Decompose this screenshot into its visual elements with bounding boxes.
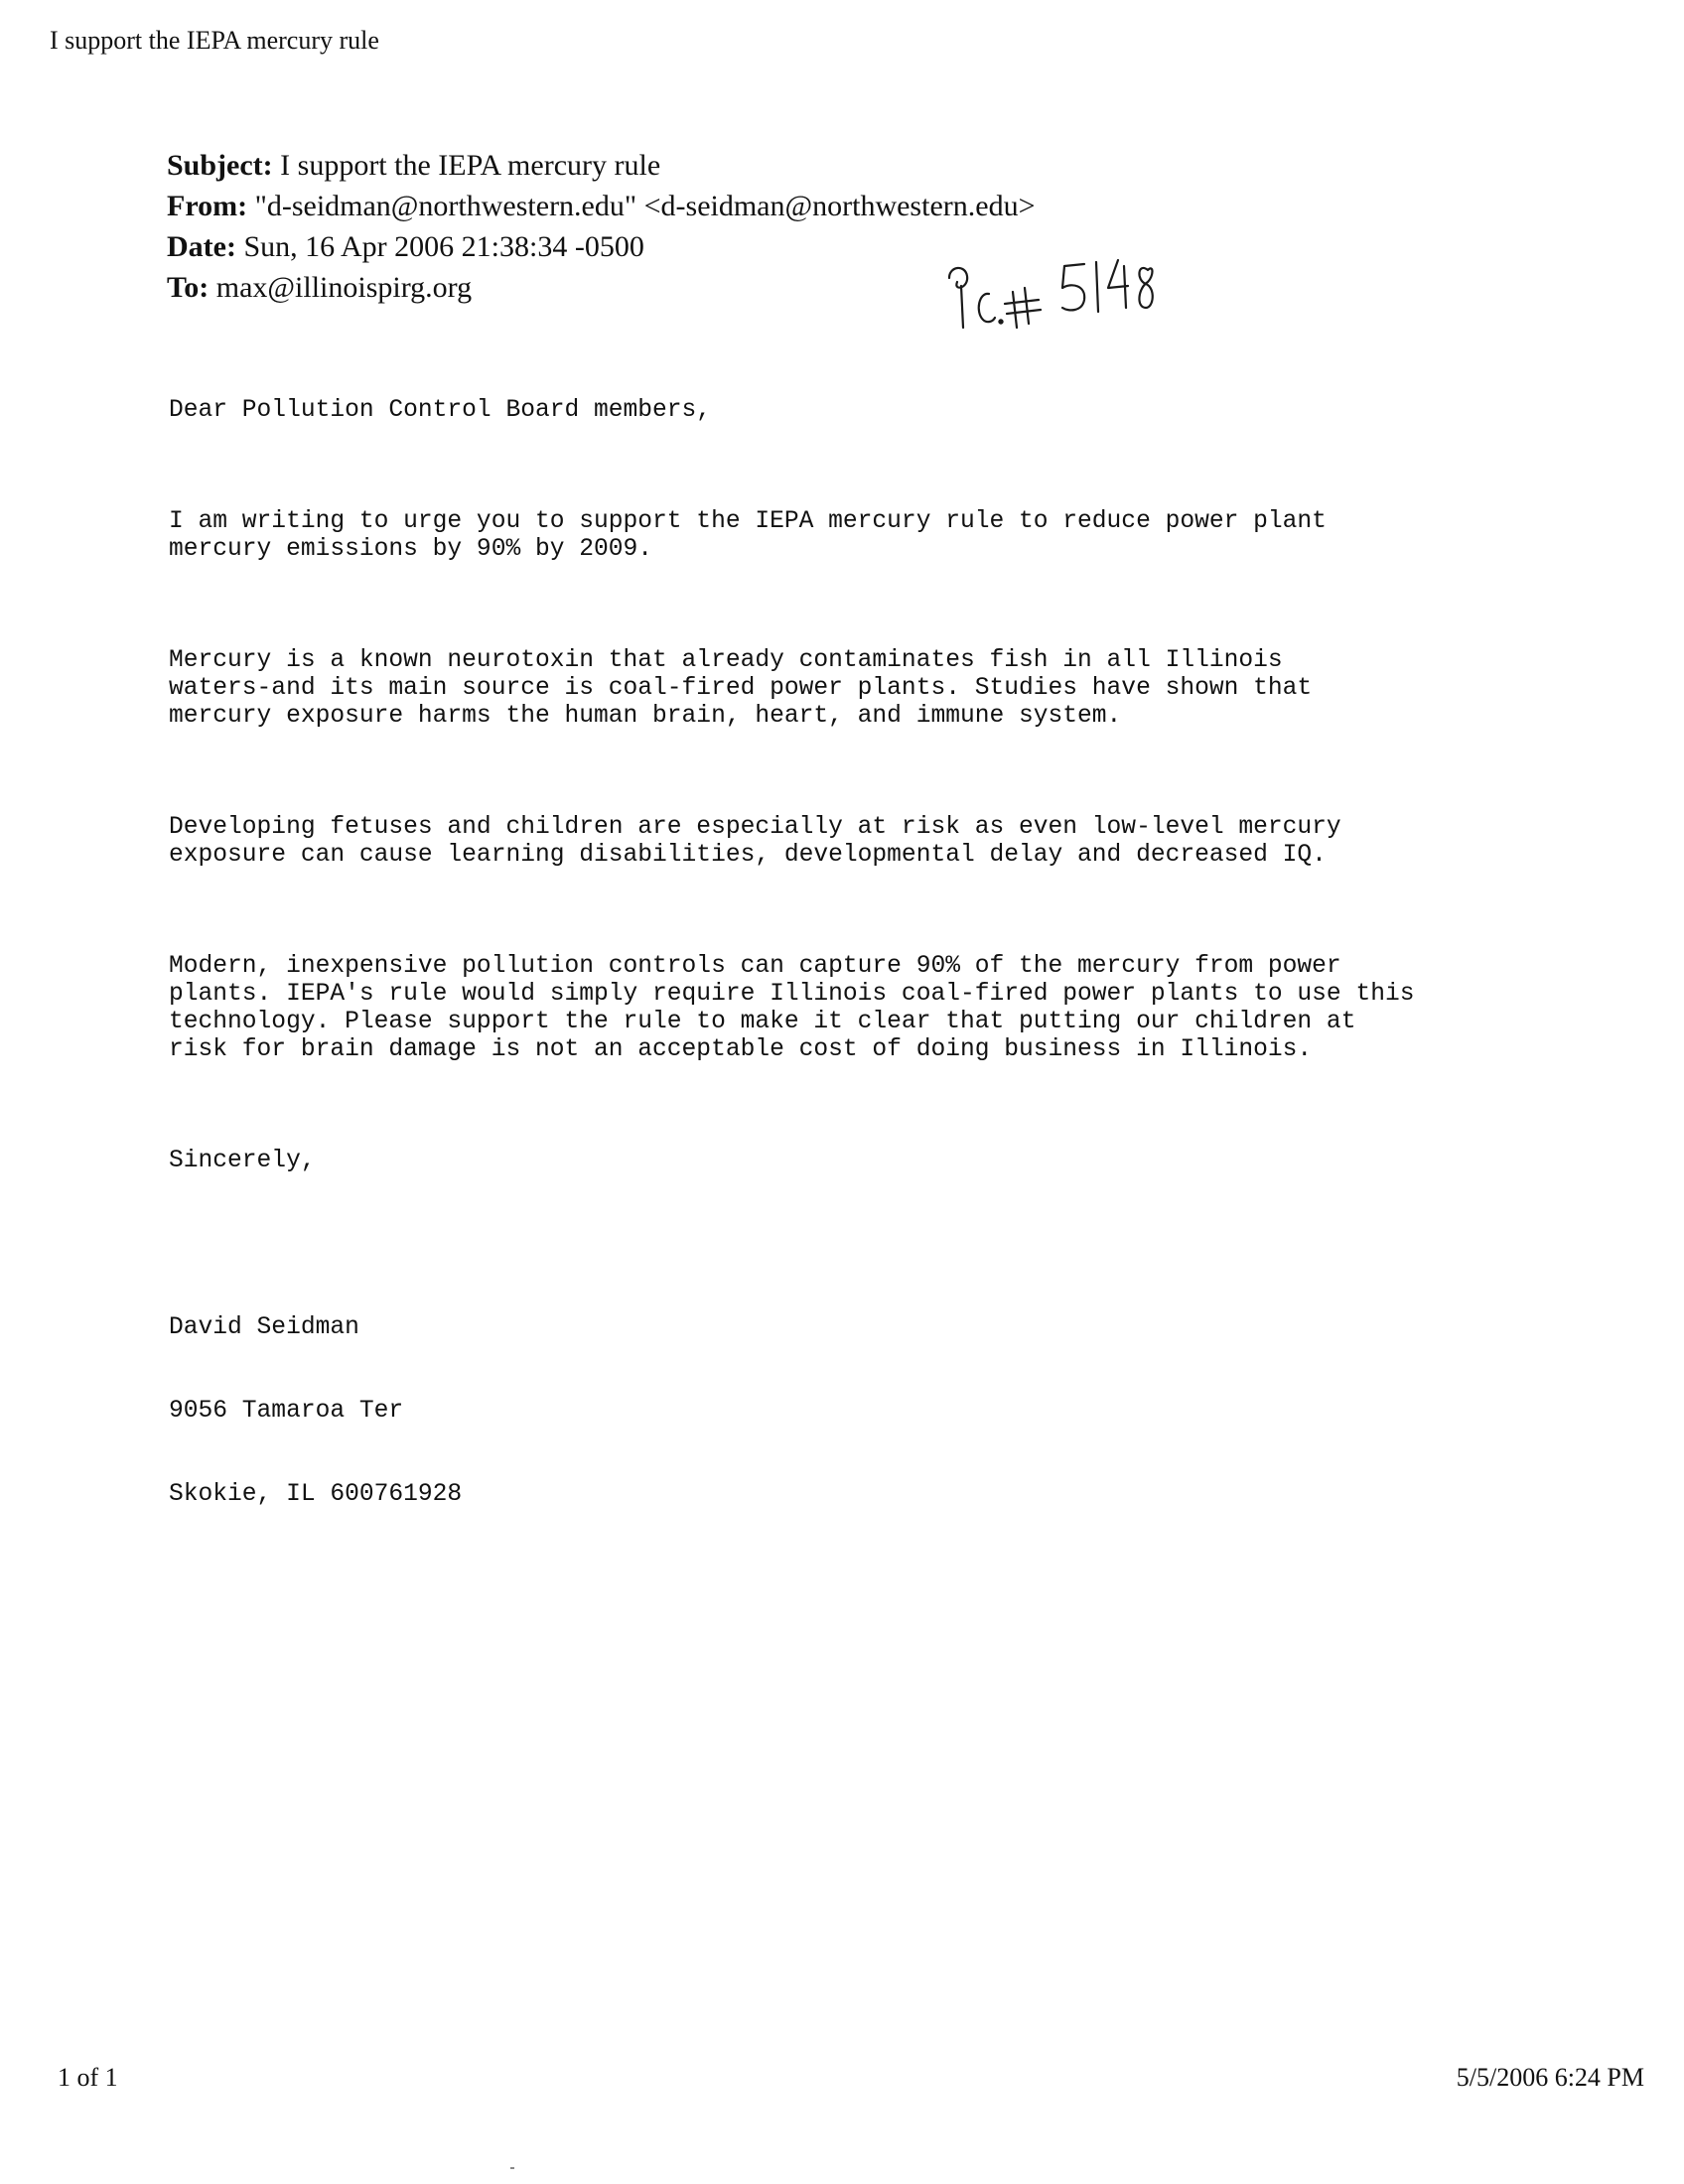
- from-label: From:: [167, 190, 248, 222]
- body-paragraph-2: Mercury is a known neurotoxin that already contaminates fish in all Illinois waters-and its main source is coal-fired power plants. Studies have shown that mercury exposure harms the human brain, heart, and immune system.: [169, 647, 1313, 730]
- salutation: Dear Pollution Control Board members,: [169, 397, 712, 424]
- subject-row: [167, 145, 1035, 186]
- date-value: Sun, 16 Apr 2006 21:38:34 -0500: [243, 230, 644, 263]
- to-row: [167, 267, 1035, 308]
- scan-artifact: [510, 2167, 514, 2169]
- to-label: To:: [167, 271, 210, 304]
- page-number: 1 of 1: [58, 2063, 118, 2092]
- handwritten-pc-stamp: [943, 236, 1172, 345]
- date-row: [167, 226, 1035, 267]
- email-headers: [167, 145, 1035, 308]
- signature-block: [169, 1259, 1415, 1565]
- body-paragraph-4: Modern, inexpensive pollution controls can capture 90% of the mercury from power plants. IEPA's rule would simply require Illinois coal-fired power plants to use this technology. Please support the rule to make it clear that putting our children at risk for brain damage is not an acceptable cost of doing business in Illinois.: [169, 953, 1415, 1063]
- print-timestamp: 5/5/2006 6:24 PM: [1456, 2063, 1644, 2092]
- subject-label: Subject:: [167, 149, 273, 182]
- from-row: [167, 186, 1035, 226]
- email-body: [169, 341, 1415, 1592]
- signature-address: 9056 Tamaroa Ter: [169, 1398, 404, 1425]
- body-paragraph-1: I am writing to urge you to support the IEPA mercury rule to reduce power plant mercury emissions by 90% by 2009.: [169, 508, 1327, 563]
- body-paragraph-3: Developing fetuses and children are especially at risk as even low-level mercury exposure can cause learning disabilities, developmental delay and decreased IQ.: [169, 814, 1341, 869]
- subject-value: I support the IEPA mercury rule: [280, 149, 661, 182]
- to-value: max@illinoispirg.org: [215, 271, 473, 304]
- closing: Sincerely,: [169, 1148, 316, 1174]
- signature-city: Skokie, IL 600761928: [169, 1481, 463, 1508]
- print-header-title: I support the IEPA mercury rule: [50, 26, 379, 55]
- signature-name: David Seidman: [169, 1314, 359, 1341]
- date-label: Date:: [167, 230, 236, 263]
- from-value: "d-seidman@northwestern.edu" <d-seidman@northwestern.edu>: [254, 190, 1036, 222]
